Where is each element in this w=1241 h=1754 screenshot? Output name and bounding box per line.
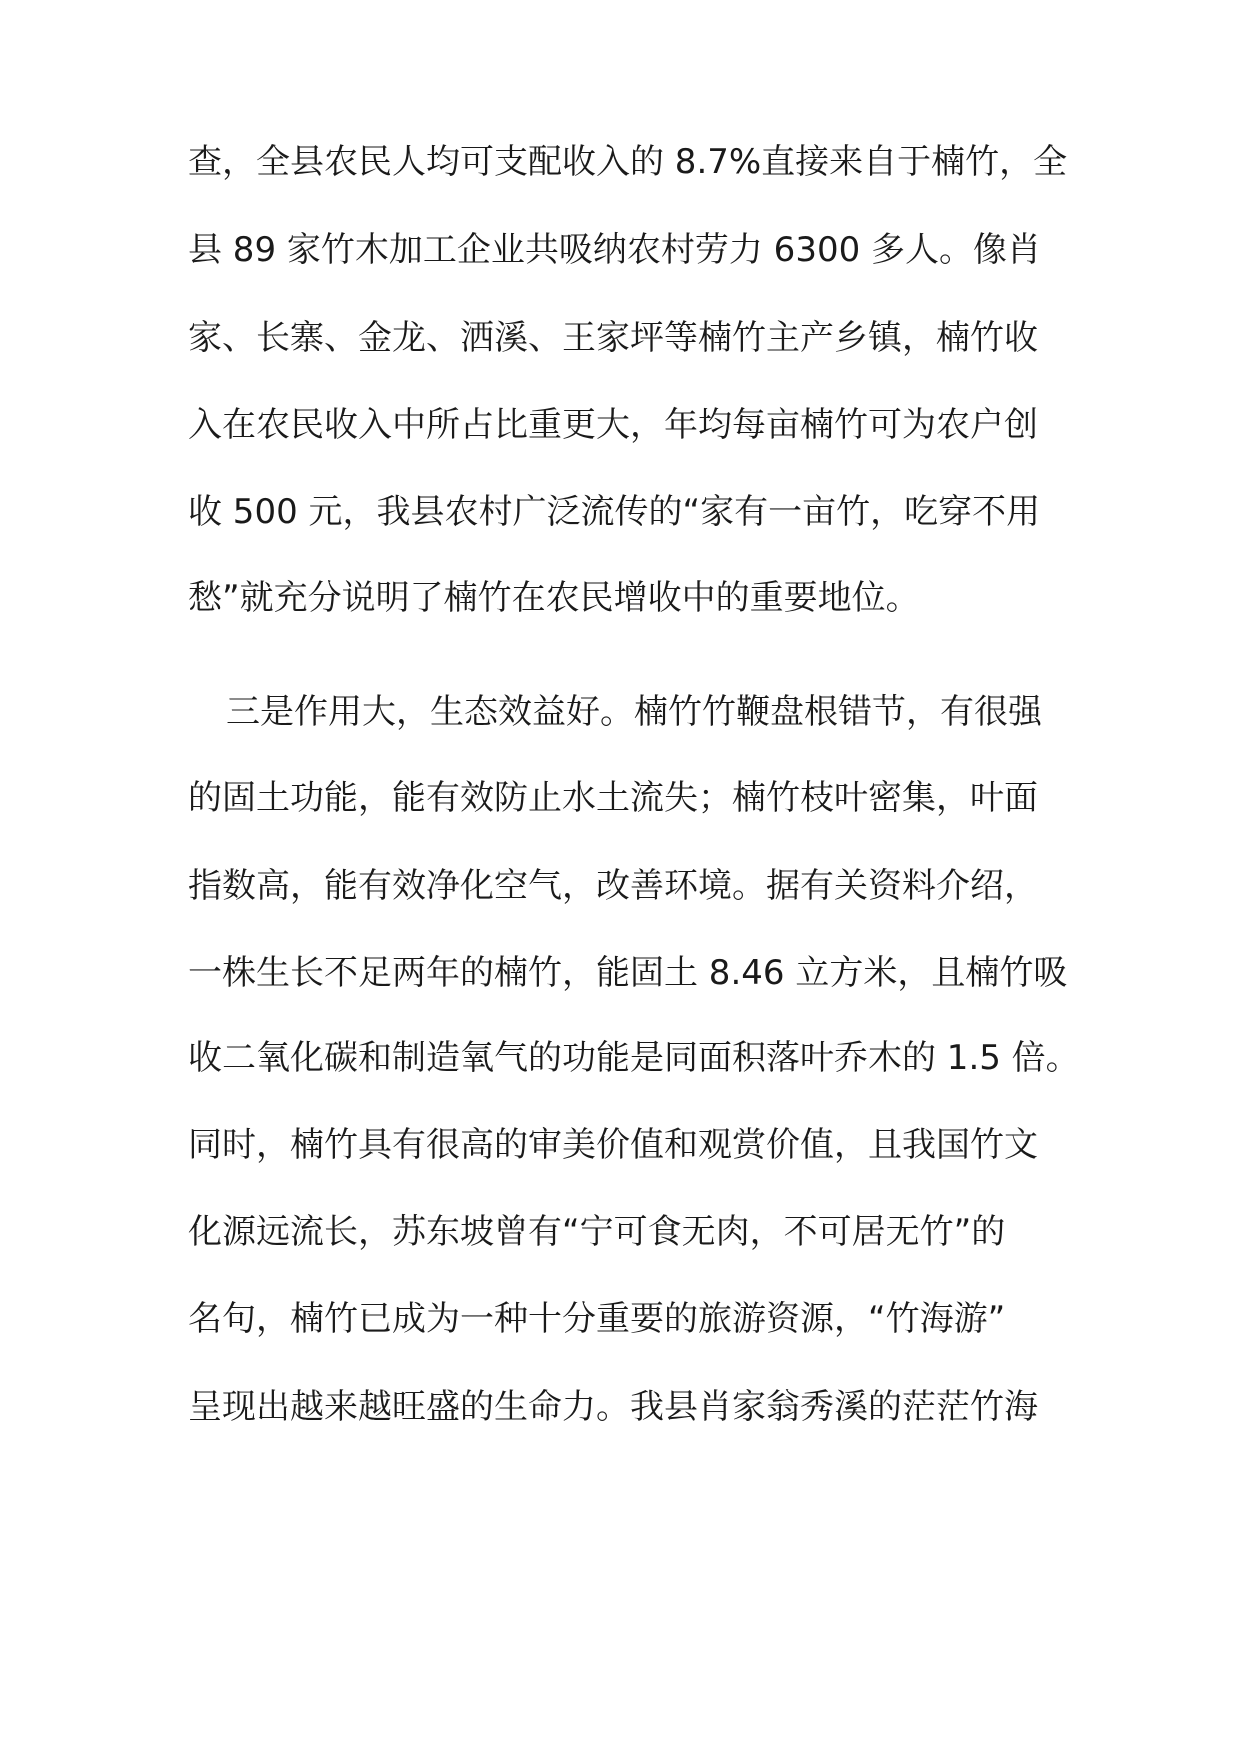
text-line: 收 500 元，我县农村广泛流传的“家有一亩竹，吃穿不用 <box>188 492 1041 532</box>
text-line: 入在农民收入中所占比重更大，年均每亩楠竹可为农户创 <box>188 405 1038 445</box>
text-line: 家、长寨、金龙、洒溪、王家坪等楠竹主产乡镇，楠竹收 <box>188 318 1038 358</box>
text-line: 的固土功能，能有效防止水土流失；楠竹枝叶密集，叶面 <box>188 778 1038 818</box>
text-line: 三是作用大，生态效益好。楠竹竹鞭盘根错节，有很强 <box>226 692 1042 732</box>
text-line: 一株生长不足两年的楠竹，能固土 8.46 立方米，且楠竹吸 <box>188 953 1068 993</box>
text-line: 指数高，能有效净化空气，改善环境。据有关资料介绍， <box>188 866 1038 906</box>
text-line: 呈现出越来越旺盛的生命力。我县肖家翁秀溪的茫茫竹海 <box>188 1387 1038 1427</box>
text-line: 名句，楠竹已成为一种十分重要的旅游资源，“竹海游” <box>188 1299 1006 1339</box>
text-line: 化源远流长，苏东坡曾有“宁可食无肉，不可居无竹”的 <box>188 1212 1006 1252</box>
text-line: 同时，楠竹具有很高的审美价值和观赏价值，且我国竹文 <box>188 1125 1038 1165</box>
text-line: 收二氧化碳和制造氧气的功能是同面积落叶乔木的 1.5 倍。 <box>188 1038 1080 1078</box>
text-line: 县 89 家竹木加工企业共吸纳农村劳力 6300 多人。像肖 <box>188 230 1042 270</box>
text-line: 查，全县农民人均可支配收入的 8.7%直接来自于楠竹，全 <box>188 142 1068 182</box>
text-line: 愁”就充分说明了楠竹在农民增收中的重要地位。 <box>188 578 920 618</box>
